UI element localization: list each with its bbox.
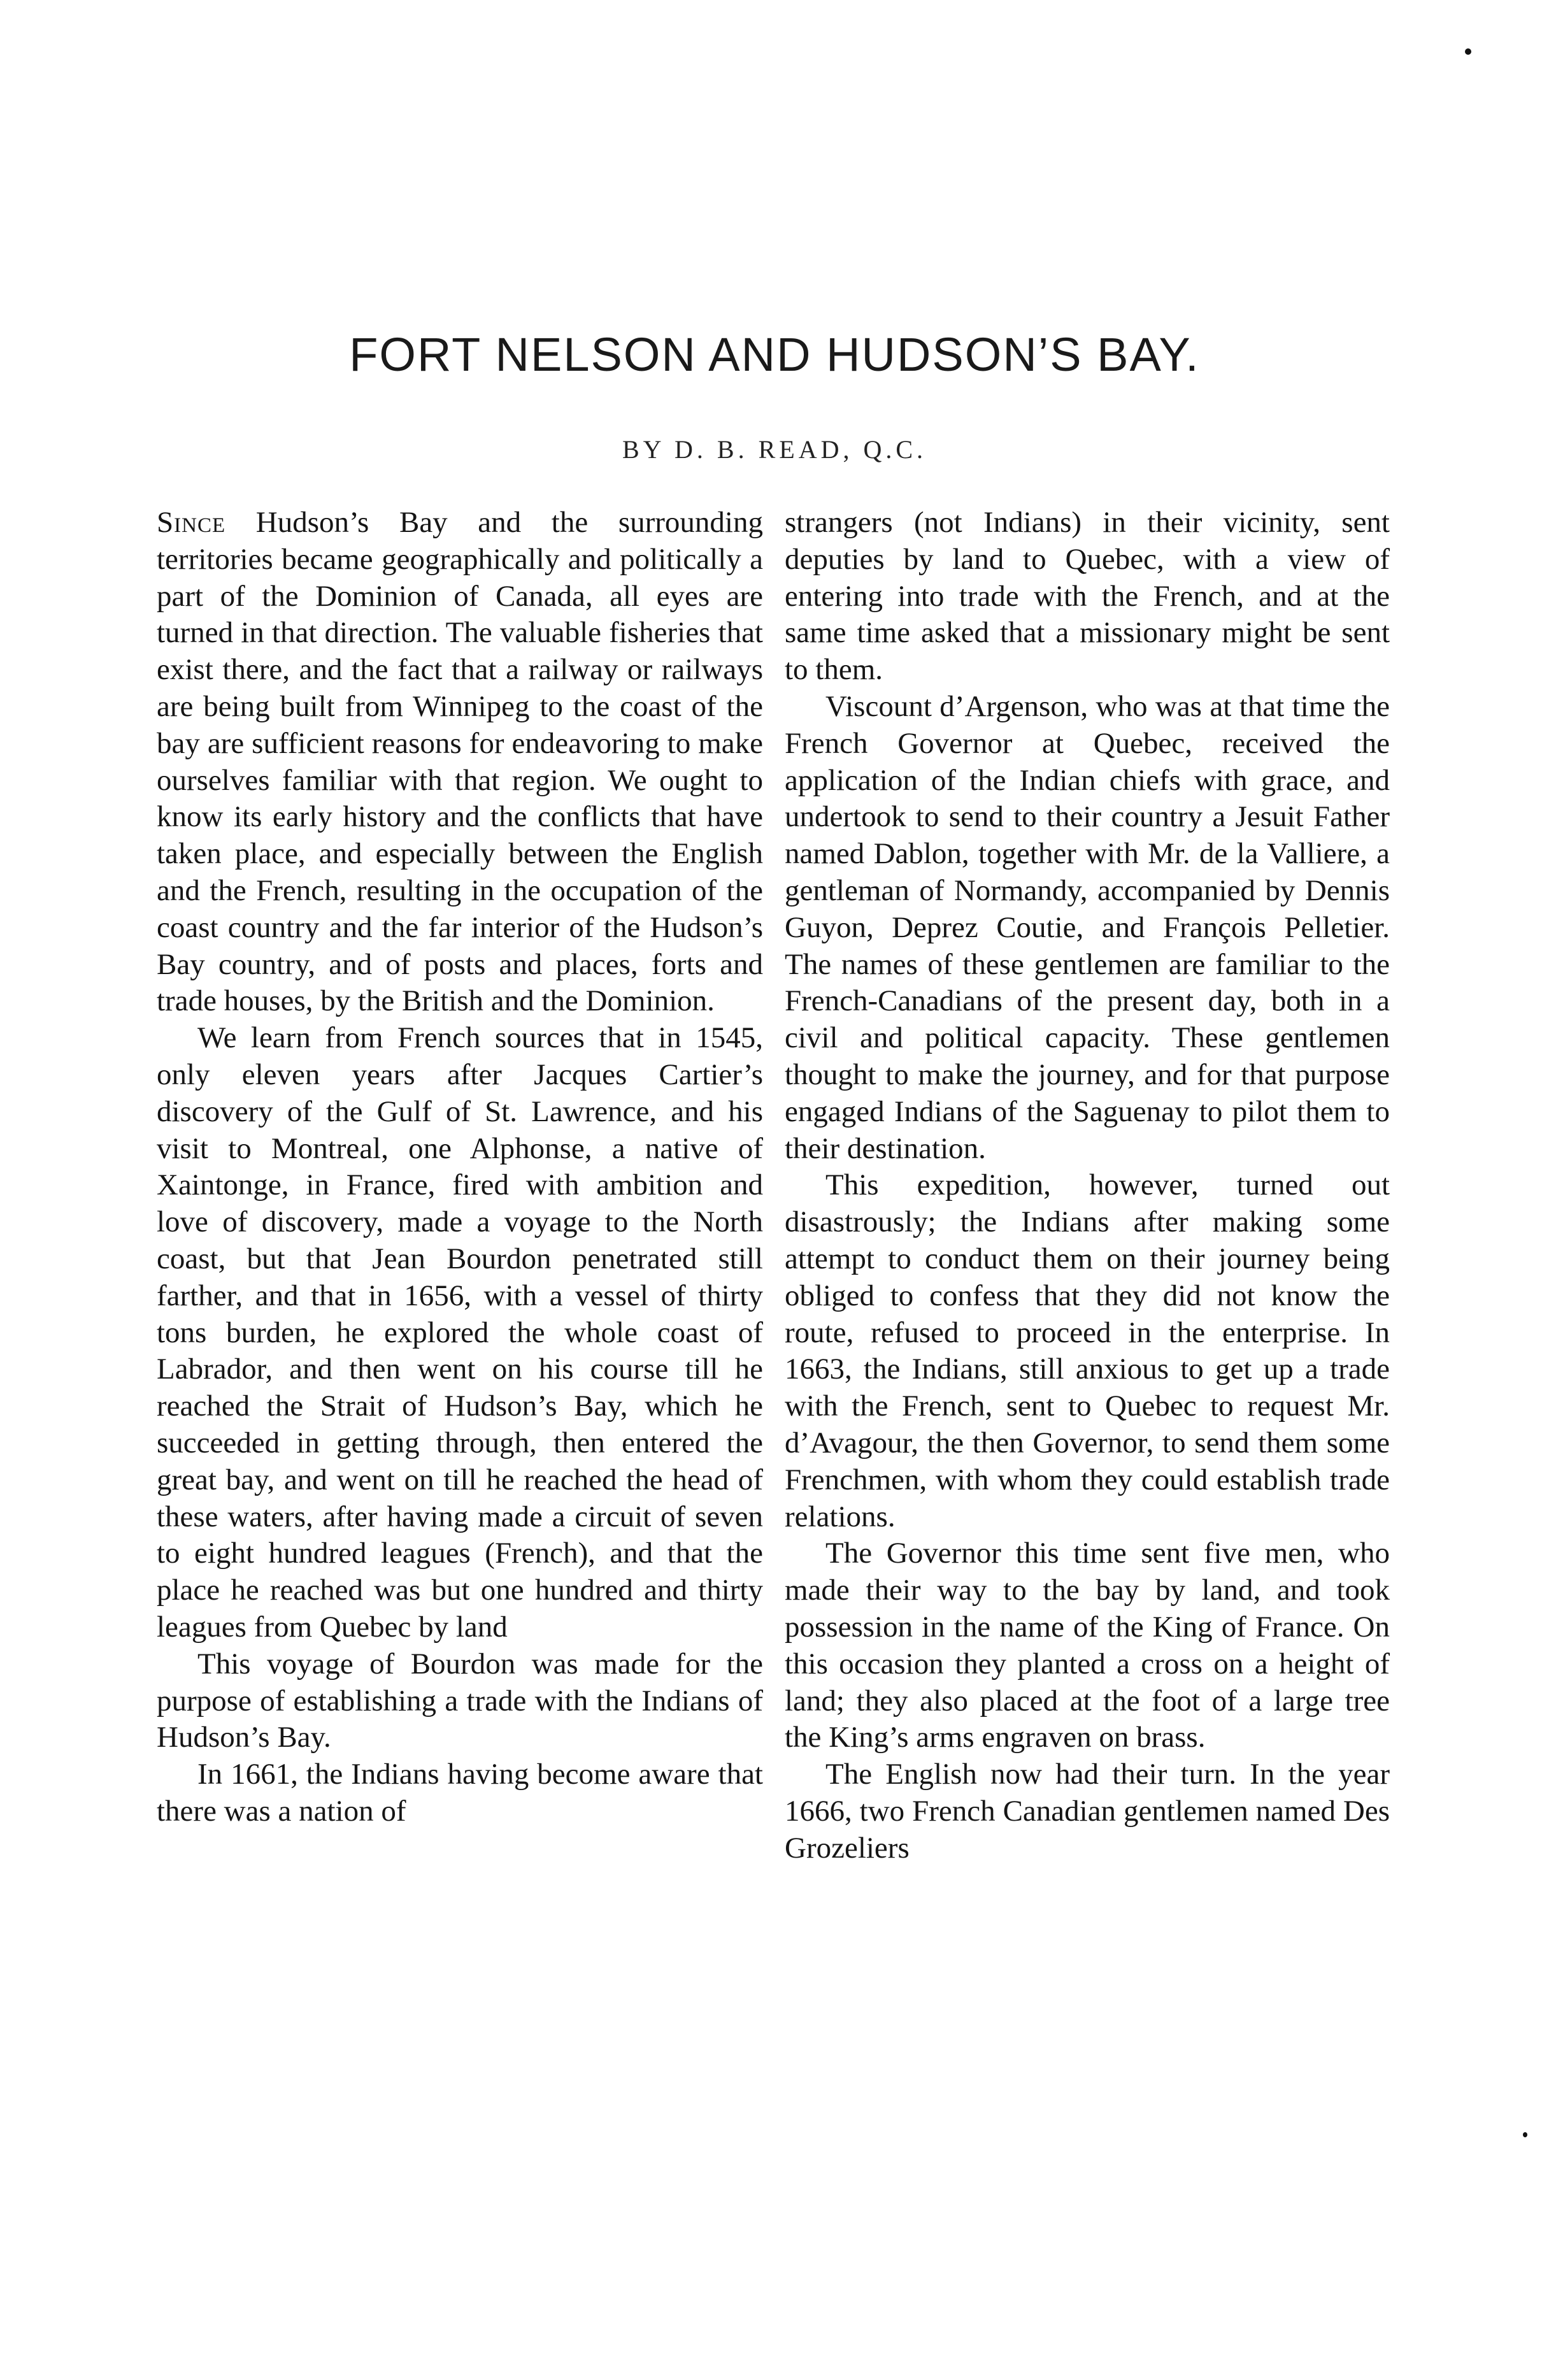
ink-speck [1465,48,1471,55]
paragraph: The English now had their turn. In the year 1666, two French Canadian gentlemen named Des Grozeliers [785,1758,1390,1865]
article-title: FORT NELSON AND HUDSON’S BAY. [349,328,1200,381]
paragraph: This voyage of Bourdon was made for the purpose of establishing a trade with the Indians of Hudson’s Bay. [157,1647,763,1754]
paragraph: The Governor this time sent five men, who made their way to the bay by land, and took possession in the name of the King of France. On this occasion they planted a cross on a height of land; they also placed at the foot of a large tree the King’s arms engraven on brass. [785,1537,1390,1754]
article-byline: BY D. B. READ, Q.C. [622,435,927,464]
paragraph: This expedition, however, turned out disastrously; the Indians after making some attempt to conduct them on their journey being obliged to confess that they did not know the route, refused to proceed in the enterprise. In 1663, the Indians, still anxious to get up a trade with the French, sent to Quebec to request Mr. d’Avagour, the then Governor, to send them some Frenchmen, with whom they could establish trade relations. [785,1168,1390,1533]
paragraph: We learn from French sources that in 1545, only eleven years after Jacques Cartier’s discovery of the Gulf of St. Lawrence, and his visit to Montreal, one Alphonse, a native of Xaintonge, in France, fired with ambition and love of discovery, made a voyage to the North coast, but that Jean Bourdon penetrated still farther, and that in 1656, with a vessel of thirty tons burden, he explored the whole coast of Labrador, and then went on his course till he reached the Strait of Hudson’s Bay, which he succeeded in getting through, then entered the great bay, and went on till he reached the head of these waters, after having made a circuit of seven to eight hundred leagues (French), and that the place he reached was but one hundred and thirty leagues from Quebec by land [157,1021,763,1644]
paragraph: In 1661, the Indians having become aware that there was a nation of [157,1758,763,1828]
drop-word: Since [157,506,226,539]
paragraph: strangers (not Indians) in their vicinity, sent deputies by land to Quebec, with a view of entering into trade with the French, and at the same time asked that a missionary might be sent to them. [785,506,1390,687]
paragraph [157,505,763,1020]
paragraph: Viscount d’Argenson, who was at that time the French Governor at Quebec, received the application of the Indian chiefs with grace, and undertook to send to their country a Jesuit Father named Dablon, together with Mr. de la Valliere, a gentleman of Normandy, accompanied by Dennis Guyon, Deprez Coutie, and François Pelletier. The names of these gentlemen are familiar to the French-Canadians of the present day, both in a civil and political capacity. These gentlemen thought to make the journey, and for that purpose engaged Indians of the Saguenay to pilot them to their destination. [785,689,1390,1165]
left-column [157,505,763,1830]
ink-speck [1523,2132,1527,2137]
paragraph-text: Hudson’s Bay and the surrounding territories became geographically and politically a part of the Dominion of Canada, all eyes are turned in that direction. The valuable fisheries that exist there, and the fact that a railway or railways are being built from Winnipeg to the coast of the bay are sufficient reasons for endeavoring to make ourselves familiar with that region. We ought to know its early history and the conflicts that have taken place, and especially between the English and the French, resulting in the occupation of the coast country and the far interior of the Hudson’s Bay country, and of posts and places, forts and trade houses, by the British and the Dominion. [157,506,763,1018]
right-column [785,505,1390,1867]
